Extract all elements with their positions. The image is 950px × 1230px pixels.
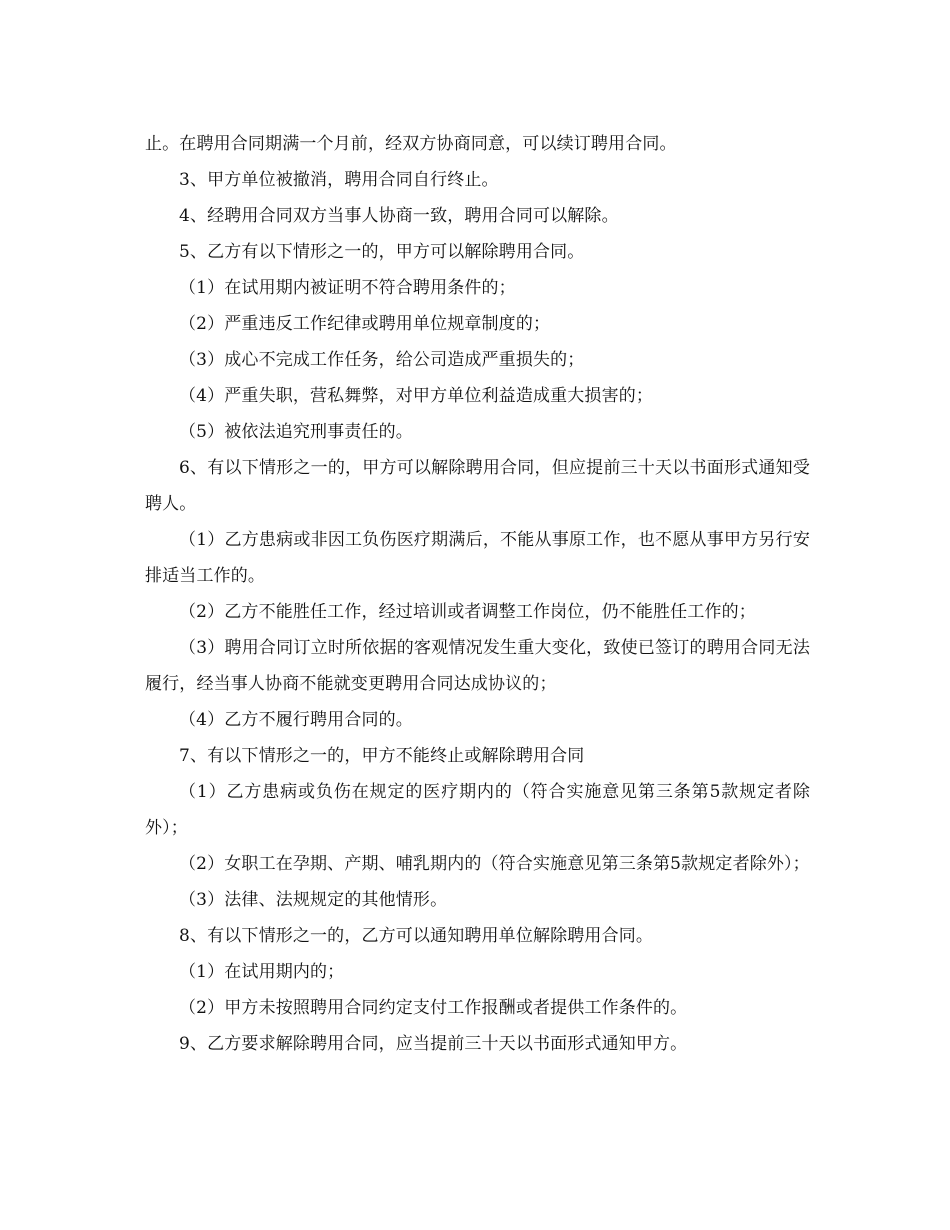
paragraph-item-9: 9、乙方要求解除聘用合同，应当提前三十天以书面形式通知甲方。 <box>179 1034 688 1054</box>
paragraph-item-5-4: （4）严重失职，营私舞弊，对甲方单位利益造成重大损害的； <box>179 386 654 406</box>
paragraph-item-6: 6、有以下情形之一的，甲方可以解除聘用合同，但应提前三十天以书面形式通知受聘人。 <box>145 458 810 514</box>
paragraph-item-7: 7、有以下情形之一的，甲方不能终止或解除聘用合同 <box>179 746 585 766</box>
paragraph-item-3: 3、甲方单位被撤消，聘用合同自行终止。 <box>179 170 499 190</box>
paragraph-item-5-2: （2）严重违反工作纪律或聘用单位规章制度的； <box>179 314 551 334</box>
paragraph-item-5: 5、乙方有以下情形之一的，甲方可以解除聘用合同。 <box>179 242 585 262</box>
paragraph-item-6-3: （3）聘用合同订立时所依据的客观情况发生重大变化，致使已签订的聘用合同无法履行，经当事人协商不能就变更聘用合同达成协议的； <box>145 638 810 694</box>
paragraph-item-8-1: （1）在试用期内的； <box>179 962 345 982</box>
paragraph-item-5-3: （3）成心不完成工作任务，给公司造成严重损失的； <box>179 350 585 370</box>
paragraph-item-8-2: （2）甲方未按照聘用合同约定支付工作报酬或者提供工作条件的。 <box>179 998 688 1018</box>
paragraph-item-6-2: （2）乙方不能胜任工作，经过培训或者调整工作岗位，仍不能胜任工作的； <box>179 602 756 622</box>
paragraph-item-7-3: （3）法律、法规规定的其他情形。 <box>179 890 448 910</box>
paragraph-item-5-5: （5）被依法追究刑事责任的。 <box>179 422 413 442</box>
paragraph-item-7-2: （2）女职工在孕期、产期、哺乳期内的（符合实施意见第三条第5款规定者除外）； <box>179 854 810 874</box>
paragraph-item-7-1: （1）乙方患病或负伤在规定的医疗期内的（符合实施意见第三条第5款规定者除外）； <box>145 782 810 838</box>
paragraph-item-5-1: （1）在试用期内被证明不符合聘用条件的； <box>179 278 516 298</box>
paragraph-item-6-4: （4）乙方不履行聘用合同的。 <box>179 710 413 730</box>
document-body <box>145 126 810 1062</box>
paragraph-item-8: 8、有以下情形之一的，乙方可以通知聘用单位解除聘用合同。 <box>179 926 654 946</box>
paragraph-item-4: 4、经聘用合同双方当事人协商一致，聘用合同可以解除。 <box>179 206 619 226</box>
paragraph-item-6-1: （1）乙方患病或非因工负伤医疗期满后，不能从事原工作，也不愿从事甲方另行安排适当工作的。 <box>145 530 810 586</box>
paragraph-continuation: 止。在聘用合同期满一个月前，经双方协商同意，可以续订聘用合同。 <box>145 134 677 154</box>
